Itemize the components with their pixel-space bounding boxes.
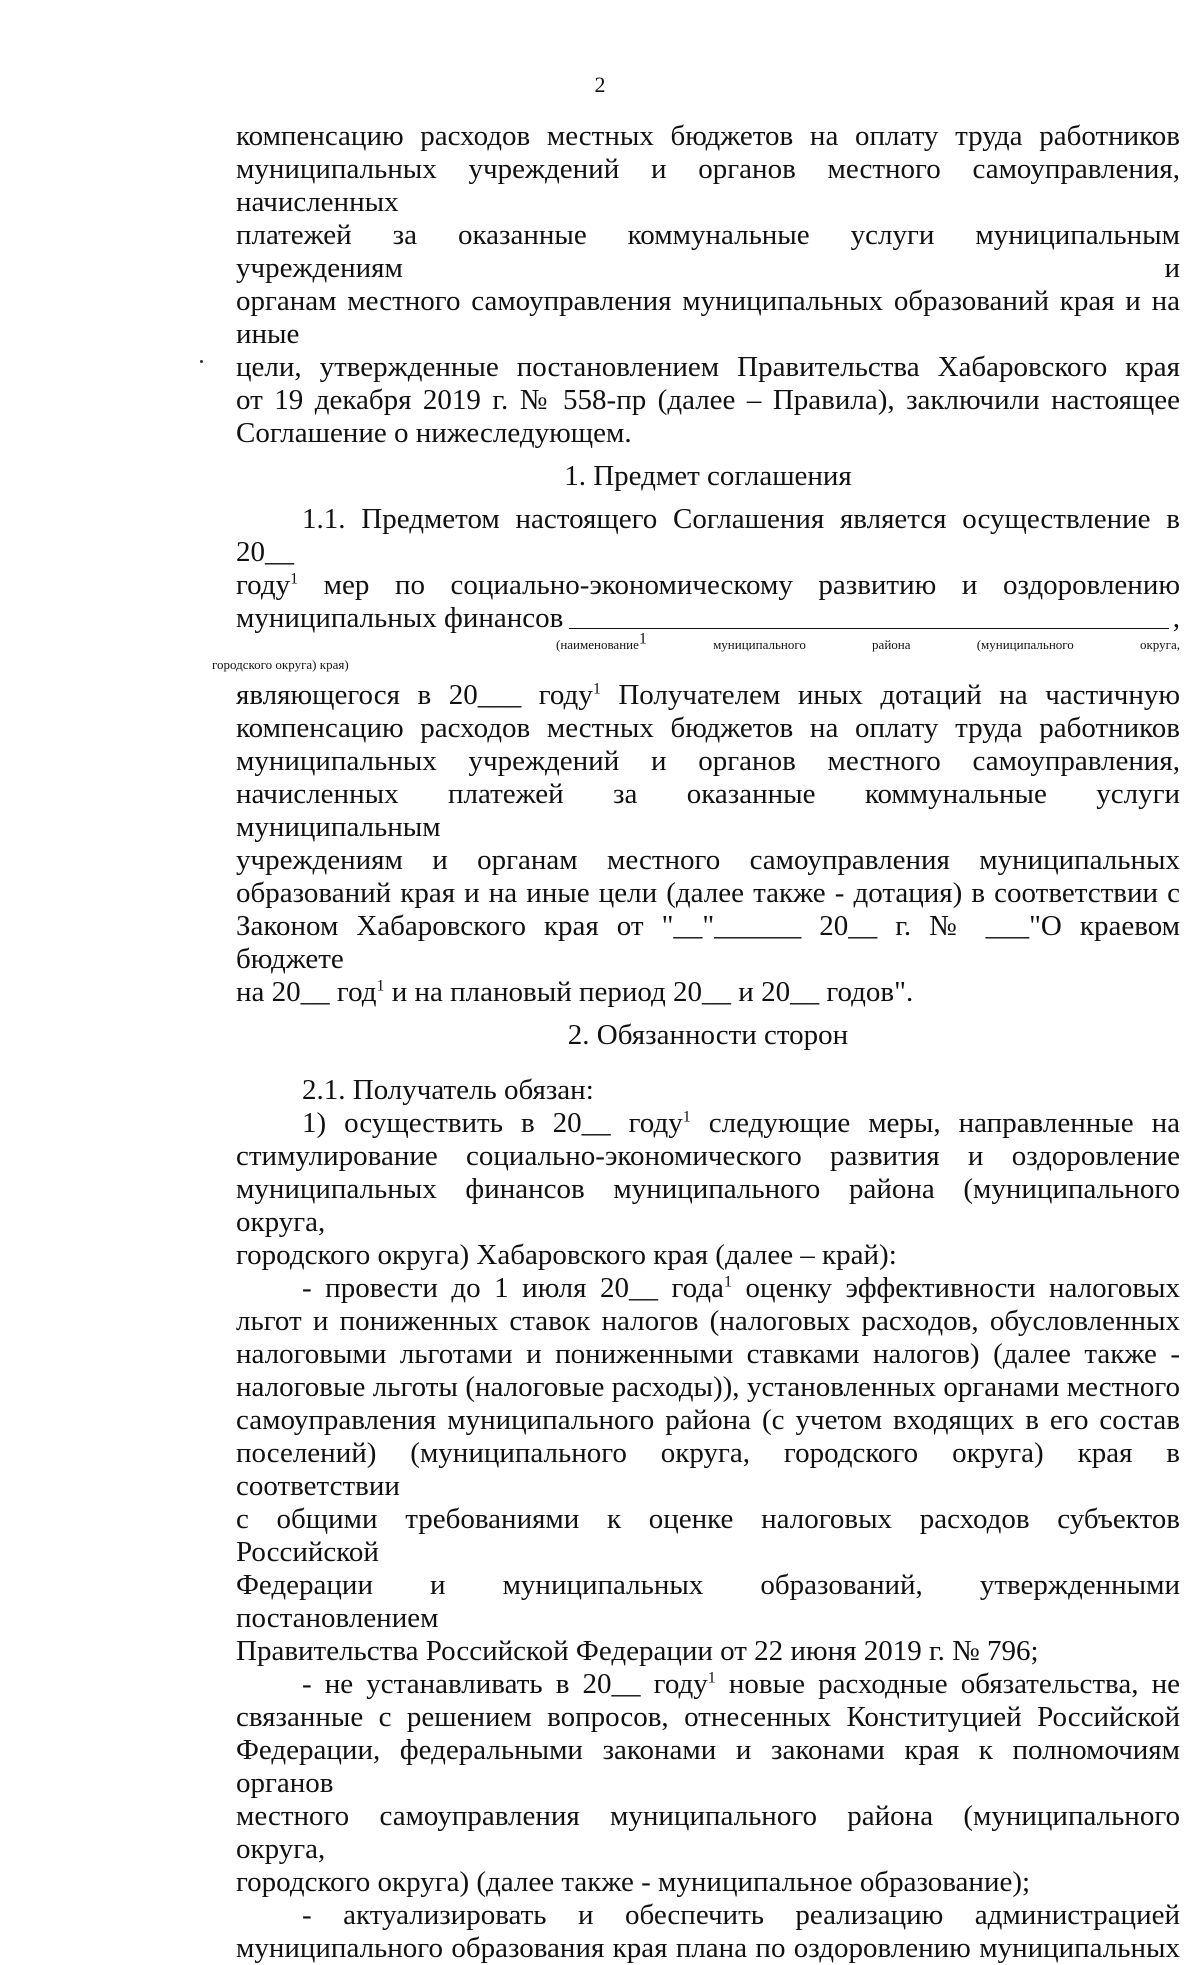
text-line: 1.1. Предметом настоящего Соглашения является осуществление в 20__ bbox=[236, 503, 1180, 568]
text-line: налоговые льготы (налоговые расходы)), установленных органами местного bbox=[236, 1371, 1180, 1403]
text-line: муниципальных финансов муниципального района (муниципального округа, bbox=[236, 1173, 1180, 1238]
text-line: цели, утвержденные постановлением Правительства Хабаровского края bbox=[236, 351, 1180, 383]
blank-line bbox=[569, 602, 1168, 629]
text-fragment: Получателем иных дотаций на частичную bbox=[600, 679, 1181, 711]
text-fragment: новые расходные обязательства, не bbox=[715, 1668, 1180, 1700]
footnote-marker: 1 bbox=[723, 1273, 732, 1291]
text-line: связанные с решением вопросов, отнесенных Конституцией Российской bbox=[236, 1701, 1180, 1733]
text-line bbox=[236, 679, 1180, 712]
text-fragment: 1) осуществить в 20__ году bbox=[302, 1107, 683, 1139]
footnote-marker: 1 bbox=[682, 1108, 691, 1126]
page-number: 2 bbox=[594, 72, 606, 97]
text-fragment: являющегося в 20___ году bbox=[236, 679, 593, 711]
field-caption bbox=[236, 630, 1180, 655]
text-fragment: - не устанавливать в 20__ году bbox=[302, 1668, 708, 1700]
field-caption: городского округа) края) bbox=[212, 657, 349, 672]
text-line: платежей за оказанные коммунальные услуги муниципальным учреждениям и bbox=[236, 219, 1180, 284]
text-line: Федерации, федеральными законами и законами края к полномочиям органов bbox=[236, 1734, 1180, 1799]
text-line bbox=[236, 1107, 1180, 1140]
footnote-marker: 1 bbox=[376, 977, 385, 995]
footnote-marker: 1 bbox=[290, 570, 299, 588]
text-fragment: на 20__ год bbox=[236, 976, 377, 1008]
text-fragment: , bbox=[1172, 602, 1180, 634]
text-line: самоуправления муниципального района (с учетом входящих в его состав bbox=[236, 1404, 1180, 1436]
scan-mark bbox=[200, 360, 203, 363]
text-line: поселений) (муниципального округа, городского округа) края в соответствии bbox=[236, 1437, 1180, 1502]
text-line: Соглашение о нижеследующем. bbox=[236, 417, 632, 449]
text-line: органам местного самоуправления муниципальных образований края и на иные bbox=[236, 285, 1180, 350]
text-line: учреждениям и органам местного самоуправления муниципальных bbox=[236, 844, 1180, 876]
text-line: Правительства Российской Федерации от 22 июня 2019 г. № 796; bbox=[236, 1635, 1039, 1667]
text-line bbox=[236, 569, 1180, 602]
text-line: льгот и пониженных ставок налогов (налоговых расходов, обусловленных bbox=[236, 1305, 1180, 1337]
text-line: компенсацию расходов местных бюджетов на оплату труда работников bbox=[236, 712, 1180, 744]
text-line: городского округа) Хабаровского края (далее – край): bbox=[236, 1239, 897, 1271]
text-line bbox=[236, 1668, 1180, 1701]
text-fragment: (наименование bbox=[556, 637, 639, 652]
text-fragment: - провести до 1 июля 20__ года bbox=[302, 1272, 724, 1304]
text-line bbox=[236, 1272, 1180, 1305]
text-line: компенсацию расходов местных бюджетов на оплату труда работников bbox=[236, 120, 1180, 152]
text-fragment: году bbox=[236, 569, 291, 601]
text-line: муниципальных учреждений и органов местного самоуправления, начисленных bbox=[236, 153, 1180, 218]
footnote-marker: 1 bbox=[638, 630, 647, 648]
text-line: - актуализировать и обеспечить реализацию администрацией bbox=[302, 1899, 1180, 1931]
text-line: муниципальных учреждений и органов местного самоуправления, bbox=[236, 745, 1180, 777]
clause-1-1 bbox=[212, 503, 1181, 1009]
text-fragment: оценку эффективности налоговых bbox=[731, 1272, 1180, 1304]
intro-paragraph bbox=[236, 120, 1180, 450]
text-fragment: муниципального района (муниципального округа, bbox=[646, 637, 1180, 652]
text-line: с общими требованиями к оценке налоговых расходов субъектов Российской bbox=[236, 1503, 1180, 1568]
text-fragment: муниципальных финансов bbox=[236, 602, 564, 634]
text-fragment: следующие меры, направленные на bbox=[690, 1107, 1180, 1139]
text-fragment: и на плановый период 20__ и 20__ годов". bbox=[384, 976, 914, 1008]
section-1-heading: 1. Предмет соглашения bbox=[564, 460, 852, 492]
text-line: образований края и на иные цели (далее также - дотация) в соответствии с bbox=[236, 877, 1180, 909]
section-2-heading: 2. Обязанности сторон bbox=[567, 1019, 849, 1051]
clause-2-1 bbox=[236, 1074, 1180, 1965]
text-line bbox=[236, 602, 1180, 635]
text-line: Законом Хабаровского края от "__"______ 20__ г. № ___"О краевом бюджете bbox=[236, 910, 1180, 975]
text-line: городского округа) (далее также - муниципальное образование); bbox=[236, 1866, 1031, 1898]
text-line: муниципального образования края плана по оздоровлению муниципальных bbox=[236, 1932, 1180, 1964]
text-line: налоговыми льготами и пониженными ставками налогов) (далее также - bbox=[236, 1338, 1180, 1370]
text-line: начисленных платежей за оказанные коммунальные услуги муниципальным bbox=[236, 778, 1180, 843]
text-line: Федерации и муниципальных образований, утвержденными постановлением bbox=[236, 1569, 1180, 1634]
text-line: местного самоуправления муниципального района (муниципального округа, bbox=[236, 1800, 1180, 1865]
text-line: от 19 декабря 2019 г. № 558-пр (далее – Правила), заключили настоящее bbox=[236, 384, 1180, 416]
text-line: стимулирование социально-экономического развития и оздоровление bbox=[236, 1140, 1180, 1172]
document-body bbox=[212, 120, 1181, 1965]
text-line bbox=[236, 976, 1180, 1009]
text-fragment: мер по социально-экономическому развитию и оздоровлению bbox=[298, 569, 1180, 601]
footnote-marker: 1 bbox=[592, 680, 601, 698]
text-line: 2.1. Получатель обязан: bbox=[302, 1074, 594, 1106]
footnote-marker: 1 bbox=[707, 1669, 716, 1687]
